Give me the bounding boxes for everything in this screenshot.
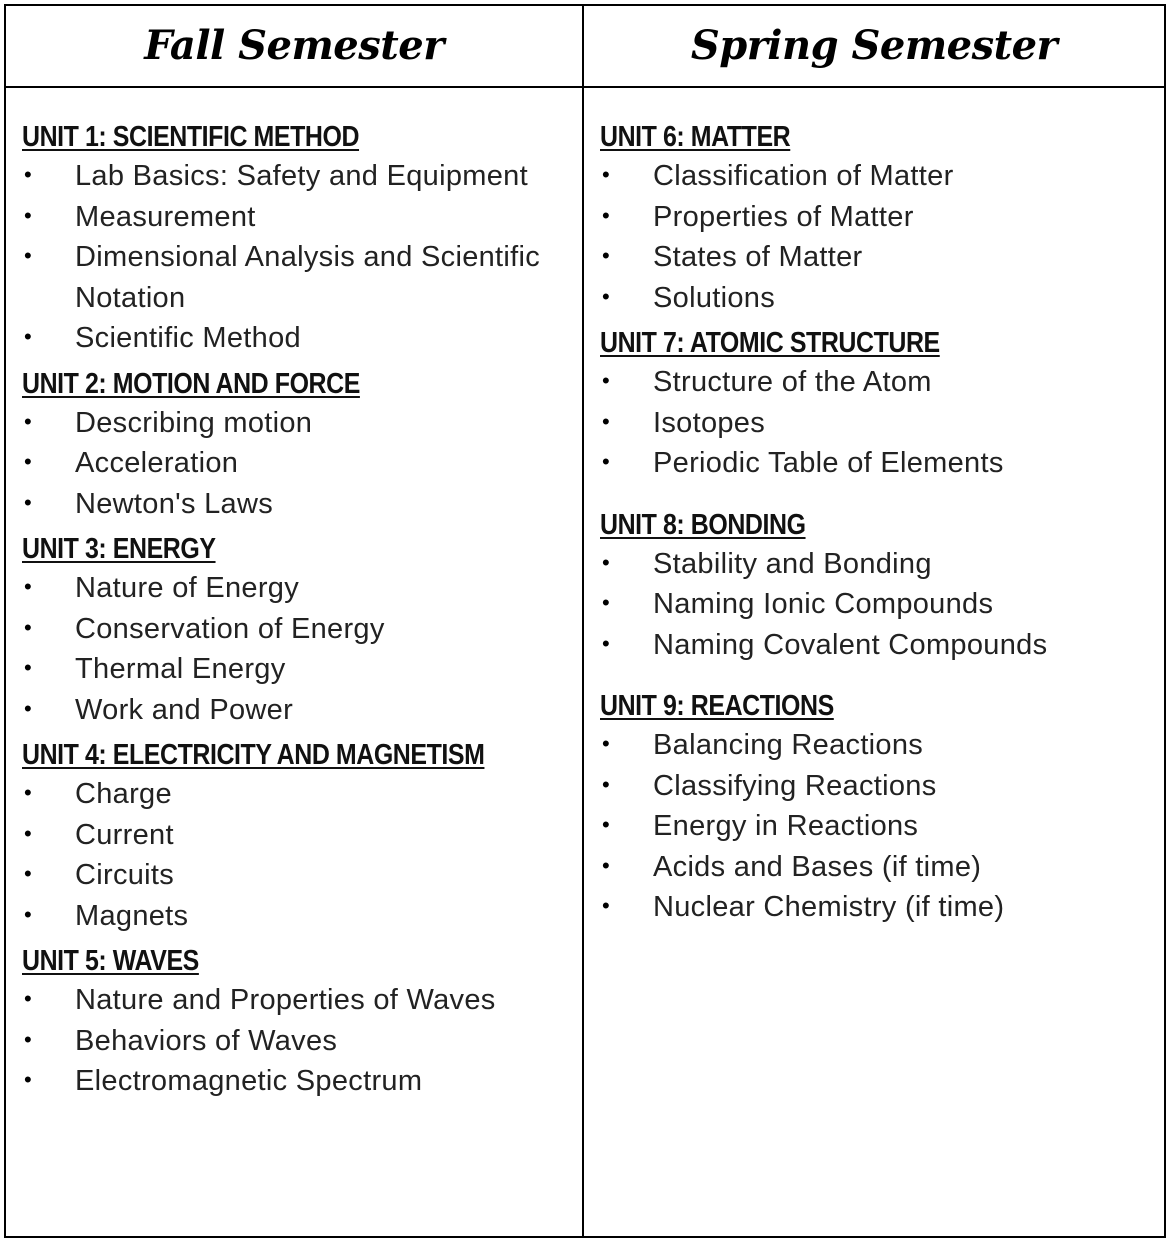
topic-item: • Energy in Reactions [600,806,1160,847]
topic-item: • Isotopes [600,403,1160,444]
bullet-icon: • [24,409,33,435]
bullet-icon: • [24,902,33,928]
topic-list [22,774,578,936]
topic-list [600,544,1160,666]
bullet-icon: • [24,450,33,475]
bullet-icon: • [602,772,611,798]
unit-2-section [22,365,578,525]
unit-1-section [22,118,578,359]
topic-item: • Electromagnetic Spectrum [22,1061,578,1102]
bullet-icon: • [24,163,33,188]
bullet-icon: • [24,696,33,722]
bullet-icon: • [602,813,611,838]
bullet-icon: • [24,244,33,269]
bullet-icon: • [24,203,33,229]
bullet-icon: • [24,575,33,600]
bullet-icon: • [602,203,611,229]
unit-7-section [600,324,1160,484]
bullet-icon: • [602,450,611,475]
topic-list [22,980,578,1102]
unit-title: UNIT 4: ELECTRICITY AND MAGNETISM [22,739,485,771]
bullet-icon: • [24,821,33,847]
bullet-icon: • [24,862,33,887]
topic-item: • Nature of Energy [22,568,578,609]
unit-6-section [600,118,1160,318]
topic-item: • Classification of Matter [600,156,1160,197]
topic-item: • Behaviors of Waves [22,1021,578,1062]
spring-semester-column [600,118,1160,928]
topic-item: • Describing motion [22,403,578,444]
topic-item: • Nuclear Chemistry (if time) [600,887,1160,928]
spring-semester-title: Spring Semester [690,21,1058,69]
topic-item: • Newton's Laws [22,484,578,525]
topic-item: • Circuits [22,855,578,896]
unit-title: UNIT 7: ATOMIC STRUCTURE [600,327,940,359]
topic-item: • Stability and Bonding [600,544,1160,585]
topic-item: • Naming Ionic Compounds [600,584,1160,625]
topic-item: • Nature and Properties of Waves [22,980,578,1021]
topic-item: • Periodic Table of Elements [600,443,1160,484]
bullet-icon: • [602,631,611,657]
bullet-icon: • [24,1027,33,1053]
topic-item: • Work and Power [22,690,578,731]
unit-4-section [22,736,578,936]
topic-item: • Structure of the Atom [600,362,1160,403]
bullet-icon: • [24,781,33,806]
topic-list [22,403,578,525]
bullet-icon: • [602,732,611,757]
bullet-icon: • [602,409,611,435]
topic-item: • Measurement [22,197,578,238]
topic-list [22,568,578,730]
fall-semester-column [22,118,578,1102]
unit-title: UNIT 5: WAVES [22,945,199,977]
topic-item: • Scientific Method [22,318,578,359]
bullet-icon: • [602,591,611,616]
bullet-icon: • [602,369,611,394]
unit-title: UNIT 8: BONDING [600,508,806,541]
bullet-icon: • [24,1068,33,1093]
topic-item: • Acceleration [22,443,578,484]
topic-item: • Balancing Reactions [600,725,1160,766]
bullet-icon: • [602,284,611,310]
topic-list [600,156,1160,318]
unit-title: UNIT 2: MOTION AND FORCE [22,367,360,400]
bullet-icon: • [602,163,611,188]
column-divider [582,4,584,1238]
topic-item: • Lab Basics: Safety and Equipment [22,156,578,197]
topic-item: • Conservation of Energy [22,609,578,650]
topic-item: • Dimensional Analysis and Scientific Notation [22,237,578,318]
unit-title: UNIT 1: SCIENTIFIC METHOD [22,121,360,153]
unit-title: UNIT 6: MATTER [600,121,791,153]
unit-title: UNIT 9: REACTIONS [600,690,834,722]
bullet-icon: • [602,550,611,576]
topic-list [600,725,1160,928]
unit-8-section [600,506,1160,666]
unit-9-section [600,687,1160,928]
topic-item: • Solutions [600,278,1160,319]
bullet-icon: • [24,325,33,350]
fall-semester-title: Fall Semester [144,21,444,69]
topic-item: • Current [22,815,578,856]
topic-item: • Magnets [22,896,578,937]
unit-title: UNIT 3: ENERGY [22,533,216,565]
topic-item: • Thermal Energy [22,649,578,690]
bullet-icon: • [602,853,611,879]
unit-3-section [22,530,578,730]
topic-list [22,156,578,359]
header-divider [4,86,1166,88]
bullet-icon: • [602,894,611,919]
topic-item: • Properties of Matter [600,197,1160,238]
unit-5-section [22,942,578,1102]
bullet-icon: • [24,615,33,641]
topic-list [600,362,1160,484]
topic-item: • States of Matter [600,237,1160,278]
topic-item: • Acids and Bases (if time) [600,847,1160,888]
bullet-icon: • [602,244,611,269]
bullet-icon: • [24,656,33,681]
topic-item: • Classifying Reactions [600,766,1160,807]
topic-item: • Charge [22,774,578,815]
bullet-icon: • [24,490,33,516]
topic-item: • Naming Covalent Compounds [600,625,1160,666]
bullet-icon: • [24,987,33,1012]
